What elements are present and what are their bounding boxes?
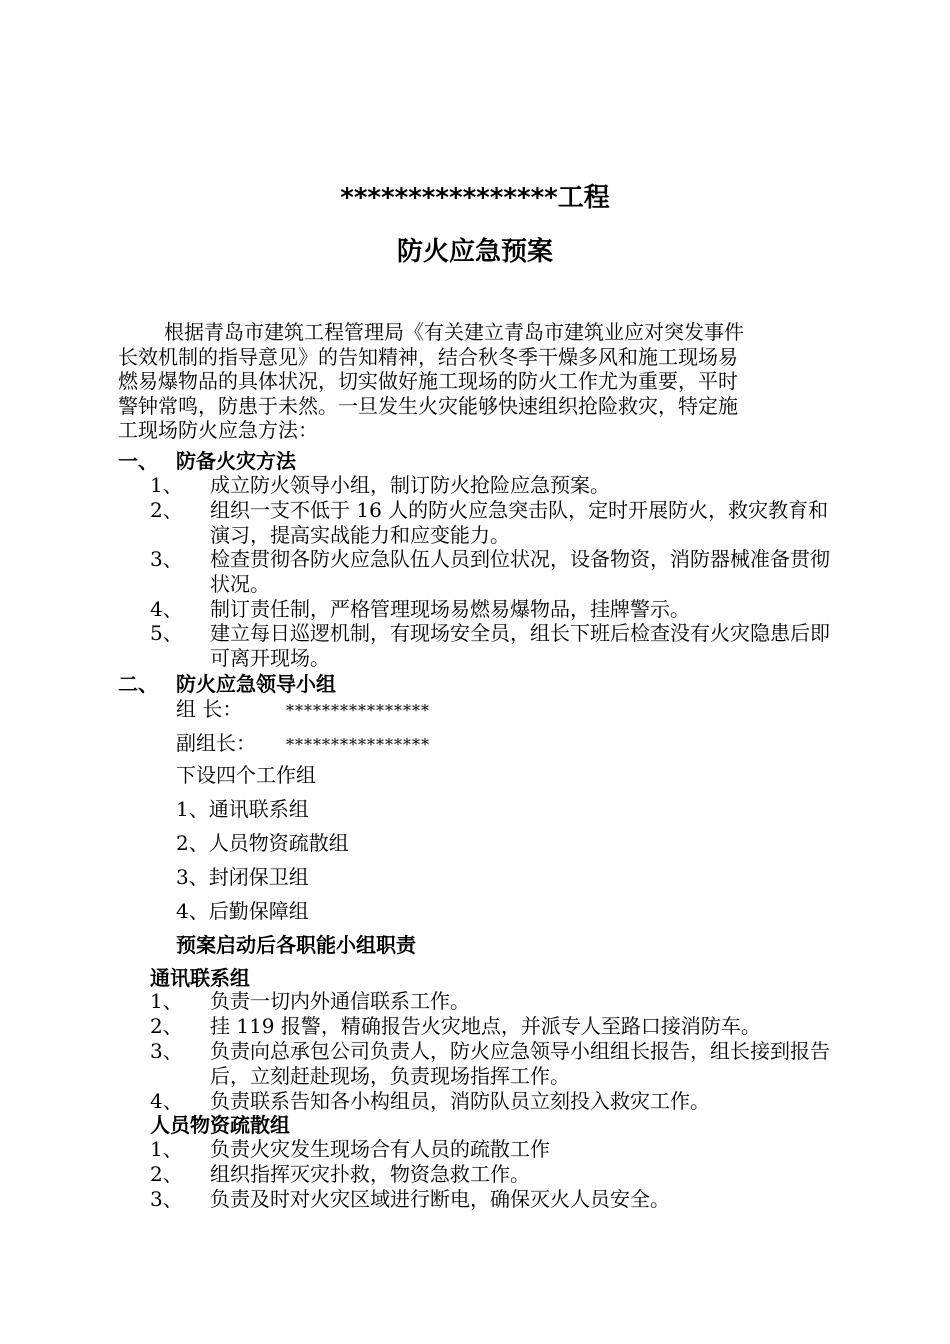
- item-number: 1、: [150, 1137, 183, 1161]
- list-item: [150, 1162, 830, 1187]
- item-number: 3、: [150, 1187, 183, 1211]
- list-item: [150, 1089, 830, 1114]
- list-item: [150, 621, 830, 670]
- group-heading-evacuation: 人员物资疏散组: [150, 1113, 290, 1137]
- list-item: [150, 1014, 830, 1039]
- deputy-row: [176, 731, 430, 757]
- section-heading-leadership: [118, 672, 336, 696]
- section-title: 防备火灾方法: [176, 449, 296, 473]
- section-number: 一、: [118, 449, 158, 473]
- doc-title-project: ****************工程: [340, 183, 610, 213]
- item-number: 4、: [150, 597, 183, 621]
- item-text: 组织一支不低于 16 人的防火应急突击队，定时开展防火，救灾教育和演习，提高实战能力和应变能力。: [210, 498, 829, 547]
- intro-line: 工现场防火应急方法：: [118, 418, 318, 443]
- list-item: [150, 597, 830, 622]
- group-item: 4、后勤保障组: [176, 899, 309, 923]
- deputy-value: ****************: [286, 735, 430, 754]
- item-text: 检查贯彻各防火应急队伍人员到位状况，设备物资，消防器械准备贯彻状况。: [210, 547, 830, 596]
- item-text: 挂 119 报警，精确报告火灾地点，并派专人至路口接消防车。: [210, 1014, 761, 1038]
- section-heading-prevention: [118, 449, 296, 473]
- item-number: 2、: [150, 1014, 183, 1038]
- item-text: 组织指挥灭灾扑救，物资急救工作。: [210, 1162, 530, 1186]
- list-item: [150, 473, 830, 498]
- item-number: 2、: [150, 1162, 183, 1186]
- group-item: 1、通讯联系组: [176, 797, 309, 821]
- deputy-label: 副组长：: [176, 731, 256, 755]
- item-number: 2、: [150, 498, 183, 522]
- duties-title: 预案启动后各职能小组职责: [176, 933, 416, 957]
- list-item: [150, 1137, 830, 1162]
- item-text: 负责一切内外通信联系工作。: [210, 989, 470, 1013]
- intro-line: 长效机制的指导意见》的告知精神，结合秋冬季干燥多风和施工现场易: [118, 344, 738, 369]
- item-number: 4、: [150, 1089, 183, 1113]
- item-number: 1、: [150, 989, 183, 1013]
- intro-line: 警钟常鸣，防患于未然。一旦发生火灾能够快速组织抢险救灾，特定施: [118, 393, 738, 418]
- group-heading-communication: 通讯联系组: [150, 966, 250, 990]
- list-item: [150, 1039, 830, 1088]
- section-title: 防火应急领导小组: [176, 672, 336, 696]
- item-text: 建立每日巡逻机制，有现场安全员，组长下班后检查没有火灾隐患后即可离开现场。: [210, 621, 830, 670]
- intro-line: 燃易爆物品的具体状况，切实做好施工现场的防火工作尤为重要，平时: [118, 369, 738, 394]
- group-item: 3、封闭保卫组: [176, 865, 309, 889]
- list-item: [150, 547, 830, 596]
- doc-title-plan: 防火应急预案: [396, 237, 553, 267]
- item-text: 负责向总承包公司负责人，防火应急领导小组组长报告，组长接到报告后，立刻赶赴现场，负责现场指挥工作。: [210, 1039, 830, 1088]
- item-text: 制订责任制，严格管理现场易燃易爆物品，挂牌警示。: [210, 597, 690, 621]
- group-item: 2、人员物资疏散组: [176, 831, 349, 855]
- item-text: 成立防火领导小组，制订防火抢险应急预案。: [210, 473, 610, 497]
- item-text: 负责及时对火灾区域进行断电，确保灭火人员安全。: [210, 1187, 670, 1211]
- leader-label: 组 长：: [176, 697, 243, 721]
- intro-line: 根据青岛市建筑工程管理局《有关建立青岛市建筑业应对突发事件: [164, 320, 744, 344]
- leader-value: ****************: [286, 701, 430, 720]
- item-number: 1、: [150, 473, 183, 497]
- leader-row: [176, 697, 430, 723]
- item-text: 负责火灾发生现场合有人员的疏散工作: [210, 1137, 550, 1161]
- intro-paragraph: [118, 320, 818, 443]
- item-number: 3、: [150, 547, 183, 571]
- groups-intro: 下设四个工作组: [176, 763, 316, 787]
- item-text: 负责联系告知各小构组员，消防队员立刻投入救灾工作。: [210, 1089, 710, 1113]
- list-item: [150, 1187, 830, 1212]
- item-number: 5、: [150, 621, 183, 645]
- list-item: [150, 498, 830, 547]
- section-number: 二、: [118, 672, 158, 696]
- list-item: [150, 989, 830, 1014]
- item-number: 3、: [150, 1039, 183, 1063]
